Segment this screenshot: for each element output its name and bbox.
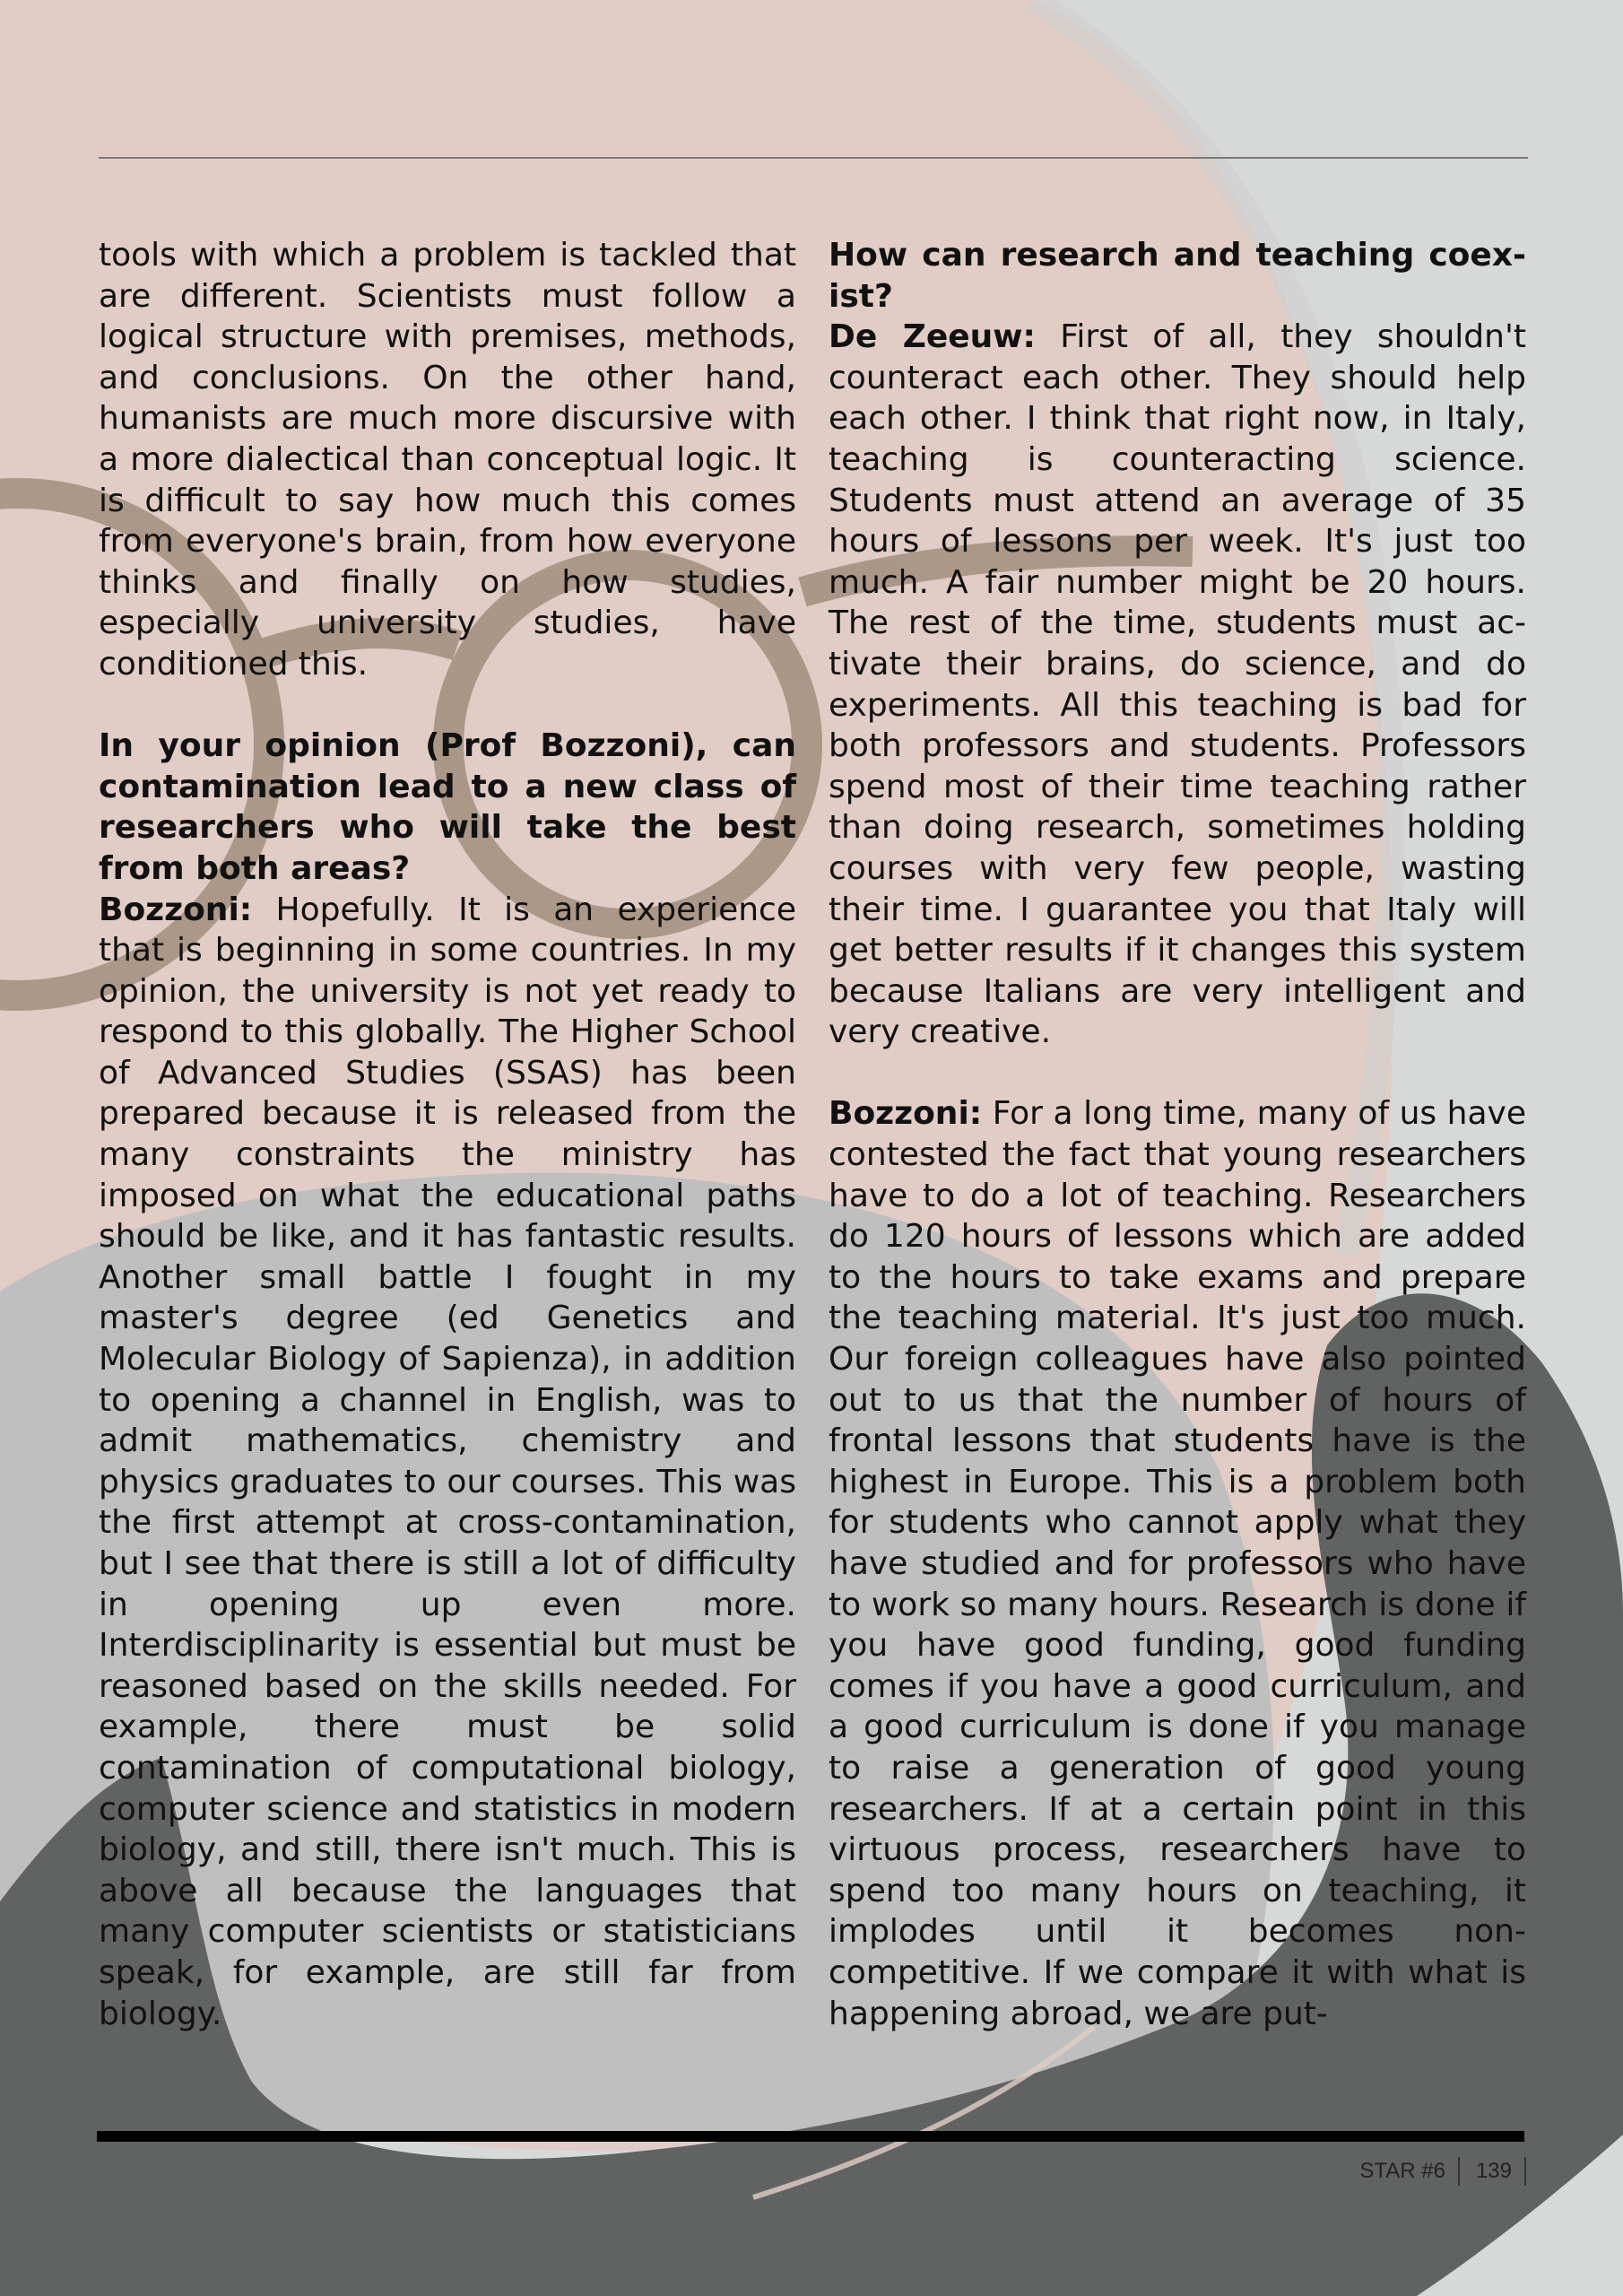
- footer-separator: [1524, 2157, 1526, 2186]
- answer-text: For a long time, many of us have contested the fact that young researchers have to do a lot of teaching. Researchers do 120 hours of lessons which are added to the hours to take exams and prepare the teaching material. It's just too much. Our foreign colleagues have also pointed out to us that the number of hours of frontal lessons that students have is the highest in Europe. This is a problem both for students who cannot apply what they have studied and for professors who have to work so many hours. Research is done if you have good funding, good funding comes if you have a good curriculum, and a good curriculum is done if you manage to raise a generation of good young researchers. If at a certain point in this virtuous process, researchers have to spend too many hours on teaching, it implodes until it becomes non-competitive. If we compare it with what is happening abroad, we are put-: [829, 1095, 1526, 2032]
- paragraph-spacer: [829, 1053, 1526, 1094]
- left-column: [99, 235, 796, 2034]
- answer-text: Hopefully. It is an experience that is beginning in some countries. In my opinion, the university is not yet ready to respond to this globally. The Higher School of Advanced Studies (SSAS) has been prepared because it is released from the many constraints the ministry has imposed on what the educational paths should be like, and it has fantastic results. Another small battle I fought in my master's degree (ed Genetics and Molecular Biology of Sapienza), in addition to opening a channel in English, was to admit mathematics, chemistry and physics graduates to our courses. This was the first attempt at cross-contamination, but I see that there is still a lot of difficulty in opening up even more. Interdisciplinarity is essential but must be reasoned based on the skills needed. For example, there must be solid contamination of computational biology, computer science and statistics in modern biology, and still, there isn't much. This is above all because the languages that many computer scientists or statisticians speak, for example, are still far from biology.: [99, 891, 796, 2032]
- footer-separator: [1458, 2157, 1460, 2186]
- speaker-name: De Zeeuw:: [829, 318, 1036, 356]
- issue-label: STAR #6: [1359, 2159, 1445, 2183]
- paragraph-spacer: [99, 685, 796, 726]
- interview-answer: [829, 317, 1526, 1053]
- paragraph: tools with which a problem is tackled that are different. Scientists must follow a logical structure with premises, methods, and conclusions. On the other hand, humanists are much more discursive with a more dialectical than conceptual logic. It is difficult to say how much this comes from everyone's brain, from how everyone thinks and finally on how studies, especially university studies, have conditioned this.: [99, 237, 796, 683]
- page-footer: [1359, 2157, 1526, 2186]
- right-column: [829, 235, 1526, 2034]
- speaker-name: Bozzoni:: [99, 891, 253, 928]
- answer-text: First of all, they shouldn't counteract each other. They should help each other. I think that right now, in Italy, teaching is counteracting science. Students must attend an average of 35 hours of lessons per week. It's just too much. A fair number might be 20 hours. The rest of the time, students must activate their brains, do science, and do experiments. All this teaching is bad for both professors and students. Professors spend most of their time teaching rather than doing research, sometimes holding courses with very few people, wasting their time. I guarantee you that Italy will get better results if it changes this system because Italians are very intelligent and very creative.: [829, 318, 1526, 1051]
- interview-answer: [99, 890, 796, 2035]
- bottom-divider: [97, 2131, 1524, 2142]
- interview-answer: [829, 1093, 1526, 2034]
- top-divider: [99, 157, 1528, 159]
- speaker-name: Bozzoni:: [829, 1095, 983, 1133]
- interview-question: In your opinion (Prof Bozzoni), can contamination lead to a new class of researchers who will take the best from both areas?: [99, 727, 796, 887]
- interview-question: How can research and teaching coexist?: [829, 237, 1526, 315]
- page-number: 139: [1475, 2159, 1512, 2183]
